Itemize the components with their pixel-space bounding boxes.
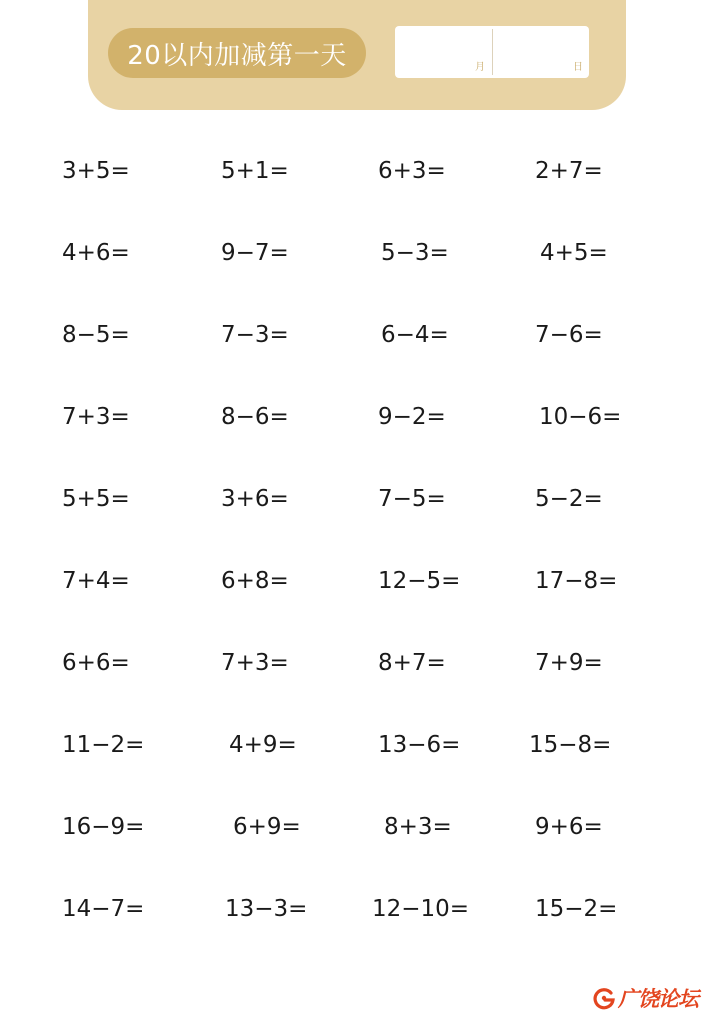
logo-text: 广饶论坛 [618, 986, 698, 1011]
math-problem: 5+5= [62, 486, 130, 512]
math-problem: 2+7= [535, 158, 603, 184]
math-problem: 9+6= [535, 814, 603, 840]
math-problem: 17−8= [535, 568, 618, 594]
math-problem: 13−3= [225, 896, 308, 922]
math-problem: 16−9= [62, 814, 145, 840]
math-problem: 6+9= [233, 814, 301, 840]
math-problem: 6+6= [62, 650, 130, 676]
date-divider [492, 29, 493, 75]
logo-swirl-icon [592, 986, 616, 1010]
math-problem: 5+1= [221, 158, 289, 184]
math-problem: 15−8= [529, 732, 612, 758]
math-problem: 7+3= [62, 404, 130, 430]
math-problem: 8+3= [384, 814, 452, 840]
worksheet-title [108, 28, 366, 78]
math-problem: 6+8= [221, 568, 289, 594]
math-problem: 6−4= [381, 322, 449, 348]
math-problem: 15−2= [535, 896, 618, 922]
math-problem: 10−6= [539, 404, 622, 430]
math-problem: 3+5= [62, 158, 130, 184]
math-problem: 7+4= [62, 568, 130, 594]
math-problem: 14−7= [62, 896, 145, 922]
math-problem: 7−6= [535, 322, 603, 348]
math-problem: 13−6= [378, 732, 461, 758]
math-problem: 4+6= [62, 240, 130, 266]
math-problem: 12−10= [372, 896, 470, 922]
math-problem: 7+3= [221, 650, 289, 676]
math-problem: 9−2= [378, 404, 446, 430]
math-problem: 9−7= [221, 240, 289, 266]
math-problem: 7−5= [378, 486, 446, 512]
math-problem: 7−3= [221, 322, 289, 348]
math-problem: 4+5= [540, 240, 608, 266]
math-problem: 12−5= [378, 568, 461, 594]
math-problem: 5−2= [535, 486, 603, 512]
math-problem: 5−3= [381, 240, 449, 266]
math-problem: 8−5= [62, 322, 130, 348]
worksheet-title-text: 20以内加减第一天 [127, 40, 347, 71]
date-box [395, 26, 589, 78]
math-problem: 11−2= [62, 732, 145, 758]
date-day-label: 日 [573, 62, 583, 73]
math-problem: 6+3= [378, 158, 446, 184]
forum-logo [592, 983, 698, 1013]
date-month-label: 月 [475, 62, 485, 73]
math-problem: 4+9= [229, 732, 297, 758]
math-problem: 8+7= [378, 650, 446, 676]
math-problem: 8−6= [221, 404, 289, 430]
math-problem: 7+9= [535, 650, 603, 676]
math-problem: 3+6= [221, 486, 289, 512]
